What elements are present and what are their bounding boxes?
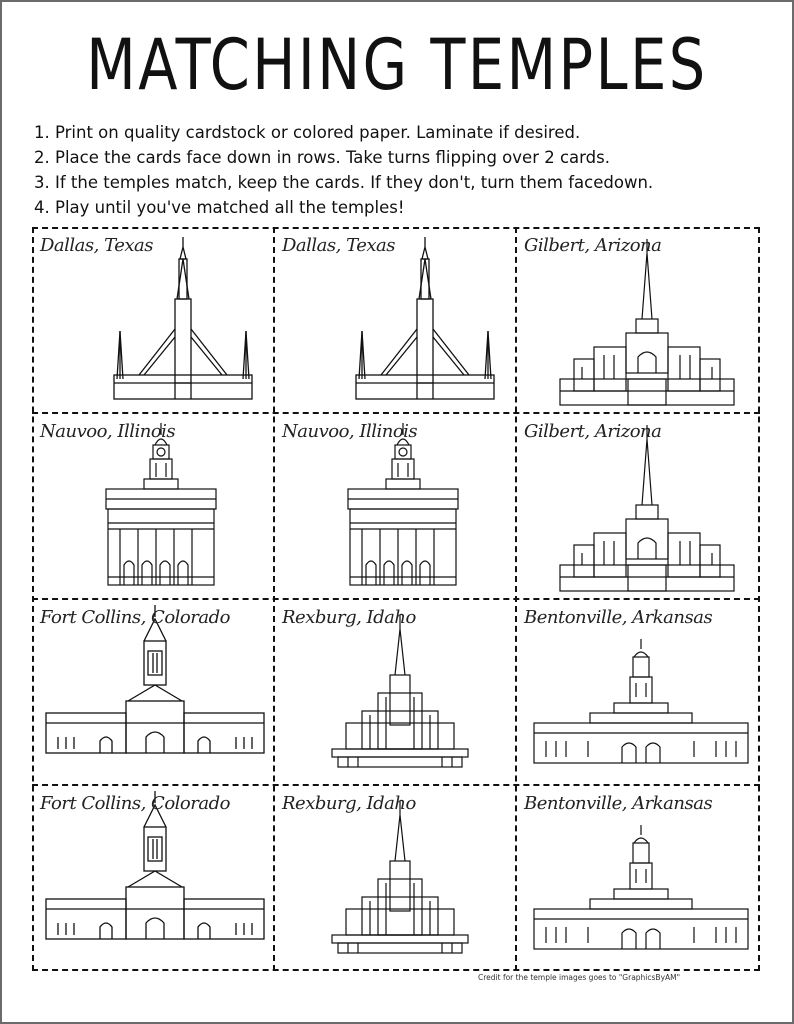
temple-card[interactable] [518, 229, 760, 415]
fortcollins-temple-drawing [34, 787, 276, 971]
rexburg-temple-drawing [276, 787, 518, 971]
temple-card[interactable] [518, 787, 760, 973]
instruction-step: 2. Place the cards face down in rows. Take turns flipping over 2 cards. [34, 148, 610, 167]
instruction-step: 3. If the temples match, keep the cards. If they don't, turn them facedown. [34, 173, 654, 192]
bentonville-temple-drawing [518, 787, 760, 971]
bentonville-temple-drawing [518, 601, 760, 785]
page-title: MATCHING TEMPLES [86, 24, 708, 106]
gilbert-temple-drawing [518, 415, 760, 599]
instructions [34, 120, 774, 220]
temple-card-label: Gilbert, Arizona [524, 421, 662, 442]
temple-card-label: Fort Collins, Colorado [40, 793, 230, 814]
temple-card[interactable] [34, 415, 276, 601]
gilbert-temple-drawing [518, 229, 760, 413]
temple-card[interactable] [518, 601, 760, 787]
nauvoo-temple-drawing [34, 415, 276, 599]
image-credit: Credit for the temple images goes to "GraphicsByAM" [478, 973, 681, 982]
temple-card-label: Rexburg, Idaho [282, 607, 416, 628]
temple-card-label: Rexburg, Idaho [282, 793, 416, 814]
instruction-step: 4. Play until you've matched all the temples! [34, 198, 405, 217]
temple-card[interactable] [34, 787, 276, 973]
temple-card-label: Gilbert, Arizona [524, 235, 662, 256]
temple-card-label: Dallas, Texas [282, 235, 395, 256]
temple-card-label: Dallas, Texas [40, 235, 153, 256]
temple-card-label: Bentonville, Arkansas [524, 793, 713, 814]
temple-card-label: Bentonville, Arkansas [524, 607, 713, 628]
temple-card-label: Nauvoo, Illinois [282, 421, 418, 442]
temple-card[interactable] [34, 229, 276, 415]
nauvoo-temple-drawing [276, 415, 518, 599]
temple-card[interactable] [276, 415, 518, 601]
dallas-temple-drawing [276, 229, 518, 413]
temple-card[interactable] [34, 601, 276, 787]
dallas-temple-drawing [34, 229, 276, 413]
temple-card-label: Fort Collins, Colorado [40, 607, 230, 628]
temple-card-label: Nauvoo, Illinois [40, 421, 176, 442]
temple-card[interactable] [276, 601, 518, 787]
fortcollins-temple-drawing [34, 601, 276, 785]
instruction-step: 1. Print on quality cardstock or colored paper. Laminate if desired. [34, 123, 581, 142]
temple-card[interactable] [276, 229, 518, 415]
temple-card[interactable] [518, 415, 760, 601]
rexburg-temple-drawing [276, 601, 518, 785]
temple-card[interactable] [276, 787, 518, 973]
